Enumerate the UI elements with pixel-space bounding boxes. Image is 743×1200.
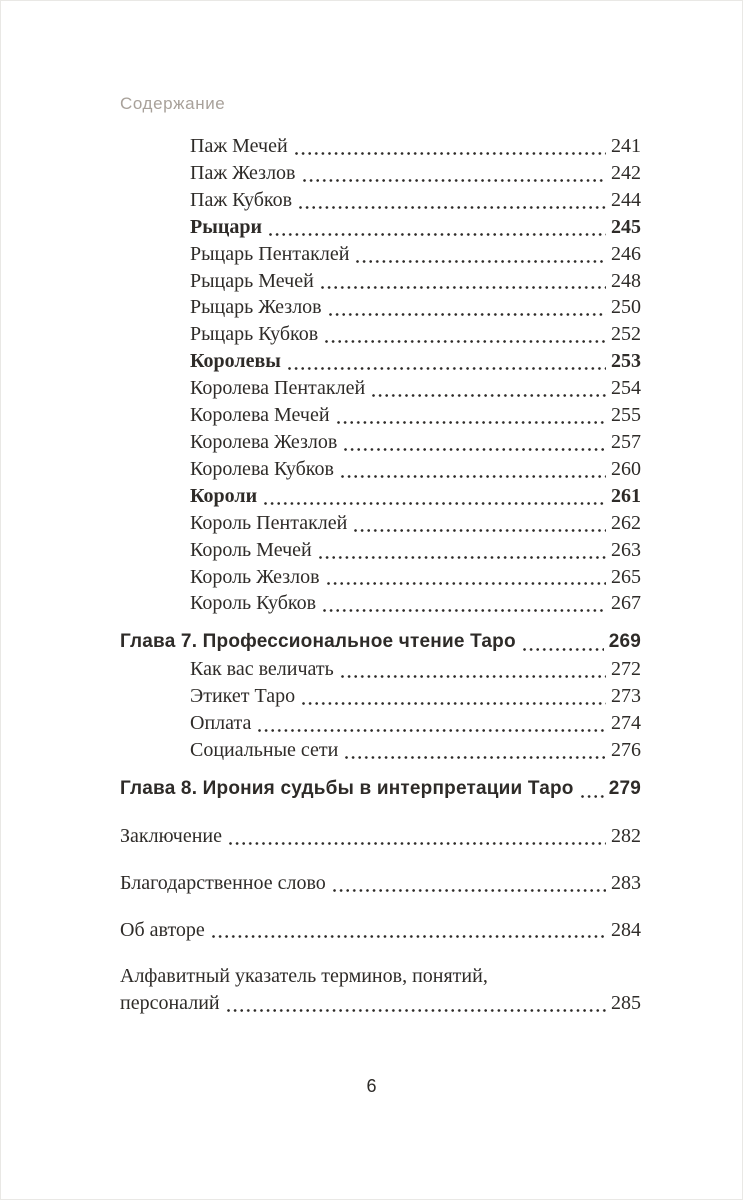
- toc-entry-page: 274: [611, 712, 641, 735]
- toc-entry-label: Королева Кубков: [190, 457, 334, 480]
- toc-entry-page: 254: [611, 377, 641, 400]
- toc-entry-page: 263: [611, 538, 641, 561]
- toc-entry: [120, 294, 641, 321]
- toc-entry-page: 262: [611, 511, 641, 534]
- toc-entry-label: Королева Жезлов: [190, 430, 338, 453]
- toc-entry-label: Королева Мечей: [190, 404, 330, 427]
- dot-leader: [269, 233, 606, 236]
- toc-entry-label: Рыцарь Кубков: [190, 323, 319, 346]
- toc-entry: [120, 776, 641, 803]
- toc-entry: [120, 268, 641, 295]
- toc-entry: [120, 710, 641, 737]
- toc-entry-page: 285: [611, 992, 641, 1015]
- dot-leader: [345, 756, 606, 759]
- toc-entry: [120, 510, 641, 537]
- toc-entry-label: Король Пентаклей: [190, 511, 348, 534]
- toc-entry: [120, 348, 641, 375]
- toc-entry-page: 246: [611, 242, 641, 265]
- dot-leader: [354, 529, 606, 532]
- toc-entry: [120, 160, 641, 187]
- toc-entry-label: Рыцарь Жезлов: [190, 296, 322, 319]
- dot-leader: [356, 260, 606, 263]
- toc-entry-page: 248: [611, 269, 641, 292]
- dot-leader: [229, 842, 606, 845]
- dot-leader: [581, 795, 604, 798]
- dot-leader: [337, 421, 606, 424]
- dot-leader: [325, 340, 606, 343]
- toc-entry-label: Благодарственное слово: [120, 871, 326, 894]
- toc-entry-page: 279: [608, 777, 641, 799]
- toc-entry-label: Глава 7. Профессиональное чтение Таро: [120, 631, 516, 653]
- toc-entry: [120, 241, 641, 268]
- toc-entry: [120, 917, 641, 944]
- toc-entry-page: 265: [611, 565, 641, 588]
- toc-entry-label: Паж Кубков: [190, 188, 293, 211]
- dot-leader: [323, 609, 606, 612]
- toc-entry: [120, 656, 641, 683]
- dot-leader: [319, 556, 606, 559]
- toc-entry-page: 267: [611, 592, 641, 615]
- toc-entry: [120, 187, 641, 214]
- running-header: Содержание: [120, 94, 226, 113]
- dot-leader: [333, 889, 606, 892]
- dot-leader: [303, 179, 607, 182]
- dot-leader: [258, 729, 606, 732]
- dot-leader: [295, 152, 606, 155]
- toc-entry: [120, 429, 641, 456]
- toc-entry-page: 242: [611, 161, 641, 184]
- toc-entry-page: 273: [611, 685, 641, 708]
- toc-entry-label: Паж Мечей: [190, 135, 288, 157]
- toc-entry-label: Как вас величать: [190, 658, 334, 681]
- toc-entry-label: Социальные сети: [190, 738, 339, 761]
- dot-leader: [372, 394, 606, 397]
- toc-entry-label: Глава 8. Ирония судьбы в интерпретации Таро: [120, 777, 574, 799]
- toc-entry-page: 284: [611, 918, 641, 941]
- toc-entry-label: Паж Жезлов: [190, 161, 296, 184]
- dot-leader: [212, 935, 606, 938]
- toc-entry-page: 241: [611, 135, 641, 157]
- dot-leader: [523, 648, 604, 651]
- toc-entry-page: 257: [611, 430, 641, 453]
- dot-leader: [299, 206, 606, 209]
- toc-entry: [120, 375, 641, 402]
- toc-entry-page: 260: [611, 457, 641, 480]
- toc-entry: [120, 483, 641, 510]
- toc-entry-label: Королевы: [190, 350, 281, 373]
- toc-entry: [120, 823, 641, 850]
- toc-entry-page: 283: [611, 871, 641, 894]
- toc-entry: [120, 564, 641, 591]
- toc-entry-label: Король Мечей: [190, 538, 312, 561]
- dot-leader: [329, 313, 606, 316]
- toc-entry-page: 245: [611, 215, 641, 238]
- toc-entry: [120, 590, 641, 617]
- dot-leader: [227, 1009, 606, 1012]
- toc-entry-label: Короли: [190, 484, 258, 507]
- dot-leader: [327, 582, 606, 585]
- toc-entry-page: 255: [611, 404, 641, 427]
- toc-entry: [120, 133, 641, 160]
- toc-entry: [120, 214, 641, 241]
- dot-leader: [302, 702, 606, 705]
- toc-entry: [120, 737, 641, 764]
- toc-entry-page: 250: [611, 296, 641, 319]
- dot-leader: [341, 675, 606, 678]
- toc-entry-page: 269: [608, 631, 641, 653]
- toc-entry-page: 261: [611, 484, 641, 507]
- toc-entry-label: Рыцари: [190, 215, 263, 238]
- dot-leader: [341, 475, 606, 478]
- toc-entry-page: 276: [611, 738, 641, 761]
- toc-entry-label: Об авторе: [120, 918, 205, 941]
- toc-entry-label: Королева Пентаклей: [190, 377, 366, 400]
- toc-entry: [120, 683, 641, 710]
- toc-entry-label: Этикет Таро: [190, 685, 296, 708]
- toc-entry-label: Рыцарь Пентаклей: [190, 242, 350, 265]
- toc-entry-page: 282: [611, 824, 641, 847]
- dot-leader: [344, 448, 606, 451]
- toc-entry-label: Оплата: [190, 712, 252, 735]
- dot-leader: [288, 367, 606, 370]
- toc-entry: [120, 963, 641, 1017]
- toc-entry-page: 272: [611, 658, 641, 681]
- page-number: 6: [366, 1076, 377, 1096]
- toc-entry-label: Король Жезлов: [190, 565, 320, 588]
- toc-entry: [120, 629, 641, 656]
- toc-entry-page: 253: [611, 350, 641, 373]
- toc-entry-label: Алфавитный указатель терминов, понятий,: [120, 965, 488, 988]
- toc-entry: [120, 321, 641, 348]
- toc-entry: [120, 456, 641, 483]
- toc-entry: [120, 537, 641, 564]
- toc-entry-label: Заключение: [120, 824, 222, 847]
- toc-entry-label-continued: персоналий: [120, 992, 220, 1015]
- toc-entry: [120, 402, 641, 429]
- toc-entry-label: Рыцарь Мечей: [190, 269, 314, 292]
- toc-entry-page: 244: [611, 188, 641, 211]
- dot-leader: [321, 286, 606, 289]
- toc-entry: [120, 870, 641, 897]
- toc-list: [120, 133, 641, 1017]
- dot-leader: [264, 502, 606, 505]
- toc-entry-label: Король Кубков: [190, 592, 317, 615]
- toc-entry-page: 252: [611, 323, 641, 346]
